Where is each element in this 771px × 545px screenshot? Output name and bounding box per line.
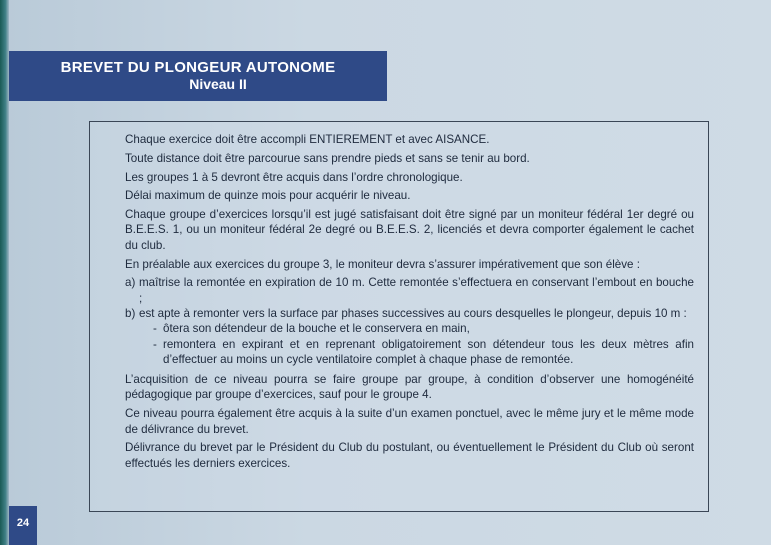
- dash-marker: -: [153, 322, 157, 336]
- sub-list-item-text: ôtera son détendeur de la bouche et le conservera en main,: [163, 322, 470, 336]
- closing-paragraph: Ce niveau pourra également être acquis à la suite d’un examen ponctuel, avec le même jury et le même mode de délivrance du brevet.: [125, 407, 694, 436]
- prerequisite-intro: En préalable aux exercices du groupe 3, le moniteur devra s’assurer impérativement que son élève :: [125, 257, 640, 271]
- sub-list-item: [125, 337, 694, 368]
- list-marker: b): [125, 306, 136, 320]
- rule-paragraph: Les groupes 1 à 5 devront être acquis dans l’ordre chronologique.: [125, 170, 463, 184]
- rules-text: [125, 132, 694, 474]
- list-item: [125, 275, 694, 306]
- closing-paragraph: Délivrance du brevet par le Président du Club du postulant, ou éventuellement le Président du Club où seront effectués les derniers exercices.: [125, 441, 694, 470]
- book-spine: [0, 0, 9, 545]
- rule-paragraph: Toute distance doit être parcourue sans prendre pieds et sans se tenir au bord.: [125, 151, 530, 165]
- rule-paragraph: Chaque groupe d’exercices lorsqu’il est jugé satisfaisant doit être signé par un moniteur fédéral 1er degré ou B.E.E.S. 1, ou un moniteur fédéral 2e degré ou B.E.E.S. 2, licenciés et devra comporter également le cachet du club.: [125, 208, 694, 252]
- sub-list-item: [125, 321, 694, 336]
- sub-list-item-text: remontera en expirant et en reprenant obligatoirement son détendeur tous les deux mètres afin d’effectuer au moins un cycle ventilatoire complet à chaque phase de remontée.: [163, 337, 694, 366]
- dash-marker: -: [153, 337, 157, 351]
- list-item: [125, 306, 694, 321]
- rule-paragraph: Délai maximum de quinze mois pour acquérir le niveau.: [125, 189, 411, 203]
- page-title: BREVET DU PLONGEUR AUTONOME: [60, 59, 336, 76]
- rule-paragraph: Chaque exercice doit être accompli ENTIEREMENT et avec AISANCE.: [125, 133, 490, 146]
- page-subtitle: Niveau II: [189, 76, 247, 92]
- list-item-text: est apte à remonter vers la surface par phases successives au cours desquelles le plongeur, depuis 10 m :: [139, 306, 687, 320]
- list-marker: a): [125, 276, 136, 290]
- list-item-text: maîtrise la remontée en expiration de 10 m. Cette remontée s’effectuera en conservant l’embout en bouche ;: [139, 276, 694, 305]
- title-banner: [9, 51, 387, 101]
- closing-paragraph: L’acquisition de ce niveau pourra se faire groupe par groupe, à condition d’observer une homogénéité pédagogique par groupe d’exercices, sauf pour le groupe 4.: [125, 373, 694, 402]
- page-number: 24: [9, 506, 37, 545]
